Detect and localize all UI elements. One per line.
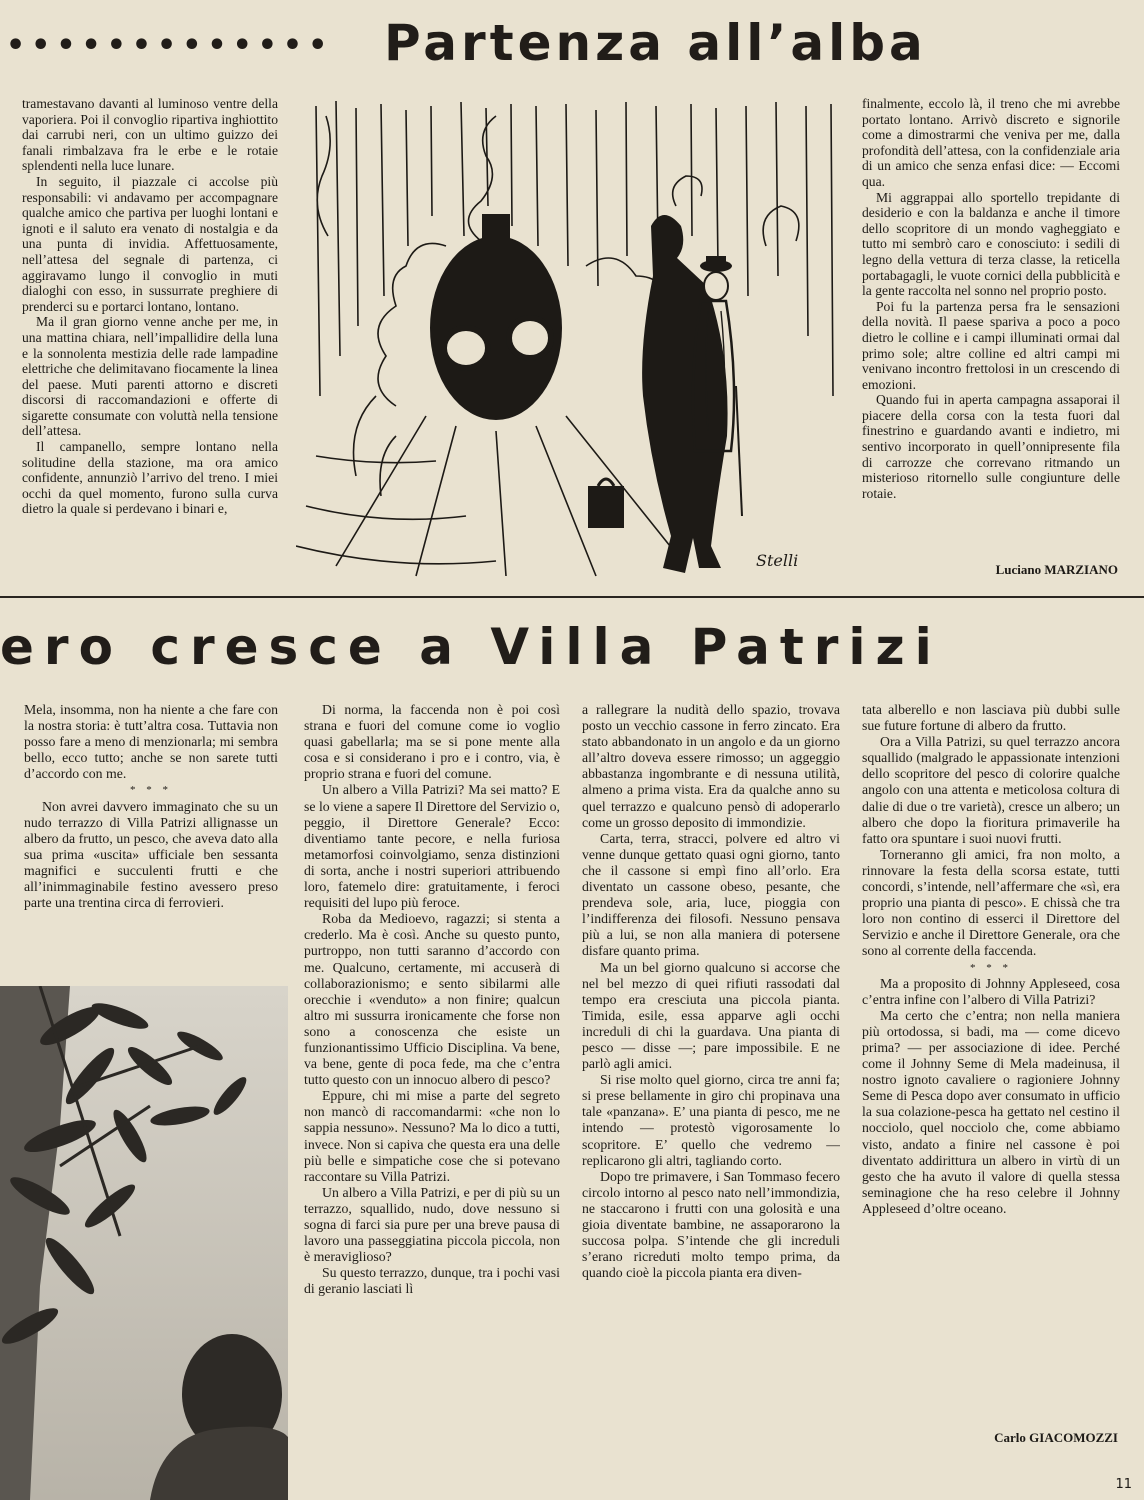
title-dots: ••••••••••••• — [6, 28, 334, 63]
paragraph: Roba da Medioevo, ragazzi; si stenta a crederlo. Ma è così. Anche su questo punto, purtroppo, non tutti saranno d’accordo con me. Qualcuno, certamente, mi accuserà di collaborazionismo; e sento sibilarmi alle orecchie i «venduto» a non finire; qualcun altro mi sussurra ironicamente che forse non sono a conoscenza che esiste un funzionantissimo Ufficio Disciplina. Va bene, va bene, gente di poca fede, ma che c’entra tutto questo con un innocuo albero di pesco? — [304, 911, 560, 1088]
artist-signature: Stelli — [756, 551, 799, 570]
paragraph: Un albero a Villa Patrizi, e per di più su un terrazzo, squallido, nudo, dove nessuno si sogna di farci sia pure per una breve pausa di lavoro una passeggiatina piccola piccola, non è meraviglioso? — [304, 1184, 560, 1265]
page-number: 11 — [1115, 1477, 1132, 1492]
paragraph: Il campanello, sempre lontano nella solitudine della stazione, ma ora amico confidente, annunziò l’arrivo del treno. I miei occhi da quel momento, furono sulla curva dietro la quale si perdevano i binari e, — [22, 439, 278, 517]
paragraph: Mela, insomma, non ha niente a che fare con la nostra storia: è tutt’altra cosa. Tuttavia non posso fare a meno di menzionarla; mi sembra bello, ecco tutto; anche se non sarete tutti d’accordo con me. — [24, 702, 278, 782]
paragraph: Ma a proposito di Johnny Appleseed, cosa c’entra infine con l’albero di Villa Patrizi? — [862, 975, 1120, 1007]
section-separator: * * * — [130, 784, 172, 797]
paragraph: Quando fui in aperta campagna assaporai il piacere della corsa con la testa fuori dal finestrino e guardando avanti e indietro, mi sentivo incorporato in quell’onnipresente fila di carrozze che correvano ritmando un misterioso ritornello sulle congiunture delle rotaie. — [862, 392, 1120, 501]
article2-column-1 — [24, 702, 278, 980]
peach-tree-photo — [0, 986, 288, 1500]
paragraph: Ma certo che c’entra; non nella maniera più ortodossa, si badi, ma — come dicevo prima? — per associazione di idee. Perché come il Johnny Seme di Mela madeinusa, il nostro ignoto cavaliere o ragioniere Johnny Seme di Pesca dopo aver consumato in ufficio la sua colazione-pesca ha gettato nel cestino il nocciolo, quel nocciolo che, come abbiamo visto, andato a finire nel cassone è poi diventato addirittura un albero in virtù di un gesto che ha avuto il valore di quella stessa seminagione che ha reso celebre il Johnny Appleseed d’oltre oceano. — [862, 1007, 1120, 1216]
article2-byline: Carlo GIACOMOZZI — [994, 1430, 1118, 1445]
section-separator: * * * — [970, 961, 1012, 974]
paragraph: Ora a Villa Patrizi, su quel terrazzo ancora squallido (malgrado le appassionate intenzioni dello scopritore del pesco di colorire qualche angolo con una attenta e meticolosa coltura di dalie di due o tre varietà), cresce un albero; un albero che dopo la fioritura primaverile ha fatto ora spuntare i suoi nuovi frutti. — [862, 734, 1120, 846]
paragraph: Su questo terrazzo, dunque, tra i pochi vasi di geranio lasciati lì — [304, 1265, 560, 1297]
paragraph: Ma il gran giorno venne anche per me, in una mattina chiara, nell’impallidire della luna e la sonnolenta mestizia delle rade lampadine elettriche che delimitavano fiocamente la linea del paese. Muti parenti attorno e discreti discorsi di raccomandazioni e offerte di sigarette consumate con voluttà nella tensione dell’attesa. — [22, 314, 278, 439]
paragraph: Ma un bel giorno qualcuno si accorse che nel bel mezzo di quei rifiuti rassodati dal tempo era cresciuta una piccola pianta. Timida, esile, essa apparve agli occhi increduli di chi la guardava. Una pianta di pesco — disse —; pare impossibile. E ne parlò agli amici. — [582, 959, 840, 1072]
paragraph: Eppure, chi mi mise a parte del segreto non mancò di raccomandarmi: «che non lo sappia nessuno». Nessuno? Ma lo dico a tutti, invece. Non si capiva che questa era una delle più belle e simpatiche cose che si potevano raccontare su Villa Patrizi. — [304, 1088, 560, 1184]
paragraph: finalmente, eccolo là, il treno che mi avrebbe portato lontano. Arrivò discreto e signorile come a dimostrarmi che veniva per me, dalla profondità dell’attesa, con la confidenziale aria di un amico che senza enfasi dice: — Eccomi qua. — [862, 96, 1120, 189]
paragraph: In seguito, il piazzale ci accolse più responsabili: vi andavamo per accompagnare qualche amico che partiva per luoghi lontani e ignoti e il saluto era venato di nostalgia e da una punta di invidia. Affettuosamente, nell’attesa del segnale di partenza, ci aggiravamo lungo il convoglio in muti dialoghi con esso, in sussurrate preghiere di prenderci su e portarci lontano, lontano. — [22, 173, 278, 314]
paragraph: Si rise molto quel giorno, circa tre anni fa; si prese bellamente in giro chi propinava una tale «panzana». E’ una pianta di pesco, me ne intendo — protestò vigorosamente lo scopritore. E’ quello che vedremo — replicarono gli altri, tagliando corto. — [582, 1072, 840, 1168]
paragraph: Non avrei davvero immaginato che su un nudo terrazzo di Villa Patrizi allignasse un albero da frutto, un pesco, che aveva dato alla sua prima «uscita» ufficiale ben sessanta magnifici e succulenti frutti e che all’inimmaginabile festino avessero preso parte una trentina circa di ferrovieri. — [24, 798, 278, 911]
article1-byline: Luciano MARZIANO — [995, 562, 1118, 577]
article1-column-right — [862, 96, 1120, 566]
article1-title: Partenza all’alba — [384, 14, 927, 72]
paragraph: tramestavano davanti al luminoso ventre della vaporiera. Poi il convoglio ripartiva inghiottito dai carrubi neri, con un ultimo guizzo dei fanali rimbalzava fra le erbe e le rotaie splendenti nella luce lunare. — [22, 96, 278, 174]
paragraph: Torneranno gli amici, fra non molto, a rinnovare la festa della scorsa estate, tutti concordi, s’intende, nell’affermare che «sì, era proprio una pianta di pesco». E chissà che tra loro non contino di esserci il Direttore del Servizio e anche il Direttore Generale, ora che sono al corrente della faccenda. — [862, 846, 1120, 959]
paragraph: a rallegrare la nudità dello spazio, trovava posto un vecchio cassone in ferro zincato. Era stato abbandonato in un angolo e da un giorno all’altro doveva essere rimosso; un aggeggio abbastanza ingombrante e di nessuna utilità, almeno a prima vista. Era da qualche anno su quel terrazzo e qualcuno pensò di adoperarlo come un grosso deposito di immondizie. — [582, 702, 840, 830]
article2-title: ero cresce a Villa Patrizi — [0, 618, 942, 676]
train-station-illustration — [296, 96, 848, 580]
paragraph: Dopo tre primavere, i San Tommaso fecero circolo intorno al pesco nato nell’immondizia, ne staccarono i frutti con una golosità e una gioia diventate bambine, ne assaporarono la succosa polpa. S’intende che gli increduli s’erano ricreduti molto tempo prima, da quando cioè la piccola pianta era diven- — [582, 1168, 840, 1281]
paragraph: Mi aggrappai allo sportello trepidante di desiderio e con la baldanza e anche il timore dello scopritore di un mondo vagheggiato e tutto mi sembrò caro e conosciuto: i sedili di legno della vettura di terza classe, la reticella portabagagli, le vuote cornici della pubblicità e la gente raccolta nel sonno nel proprio posto. — [862, 189, 1120, 299]
article1-column-left — [22, 96, 278, 580]
paragraph: tata alberello e non lasciava più dubbi sulle sue future fortune di albero da frutto. — [862, 702, 1120, 734]
paragraph: Di norma, la faccenda non è poi così strana e fuori del comune come io voglio quasi gabellarla; ma se si pone mente alla cosa e si considerano i pro e i contro, via, è proprio strana e fuori del comune. — [304, 702, 560, 782]
article2-column-2 — [304, 702, 560, 1442]
paragraph: Carta, terra, stracci, polvere ed altro vi venne dunque gettato quasi ogni giorno, tanto che il cassone si empì fino all’orlo. Era diventato un cassone obeso, pesante, che prendeva sole, aria, luce, pioggia con l’indifferenza dei filosofi. Nessuno pensava più a lui, se non alla maniera di potersene disfare quanto prima. — [582, 830, 840, 959]
paragraph: Un albero a Villa Patrizi? Ma sei matto? E se lo viene a sapere Il Direttore del Servizio o, peggio, il Direttore Generale? Ecco: diventiamo tante pecore, e nella furiosa metamorfosi coinvolgiamo, senza distinzioni di sorta, anche i nostri superiori attribuendo loro, fatemelo dire: gratuitamente, i feroci requisiti del lupo più feroce. — [304, 782, 560, 911]
article2-column-4 — [862, 702, 1120, 1422]
section-divider — [0, 596, 1144, 598]
paragraph: Poi fu la partenza persa fra le sensazioni della novità. Il paese spariva a poco a poco dietro le colline e i campi illuminati ormai dal primo sole; altre colline ed altri campi mi venivano incontro frettolosi in un crescendo di emozioni. — [862, 298, 1120, 392]
article2-column-3 — [582, 702, 840, 1442]
